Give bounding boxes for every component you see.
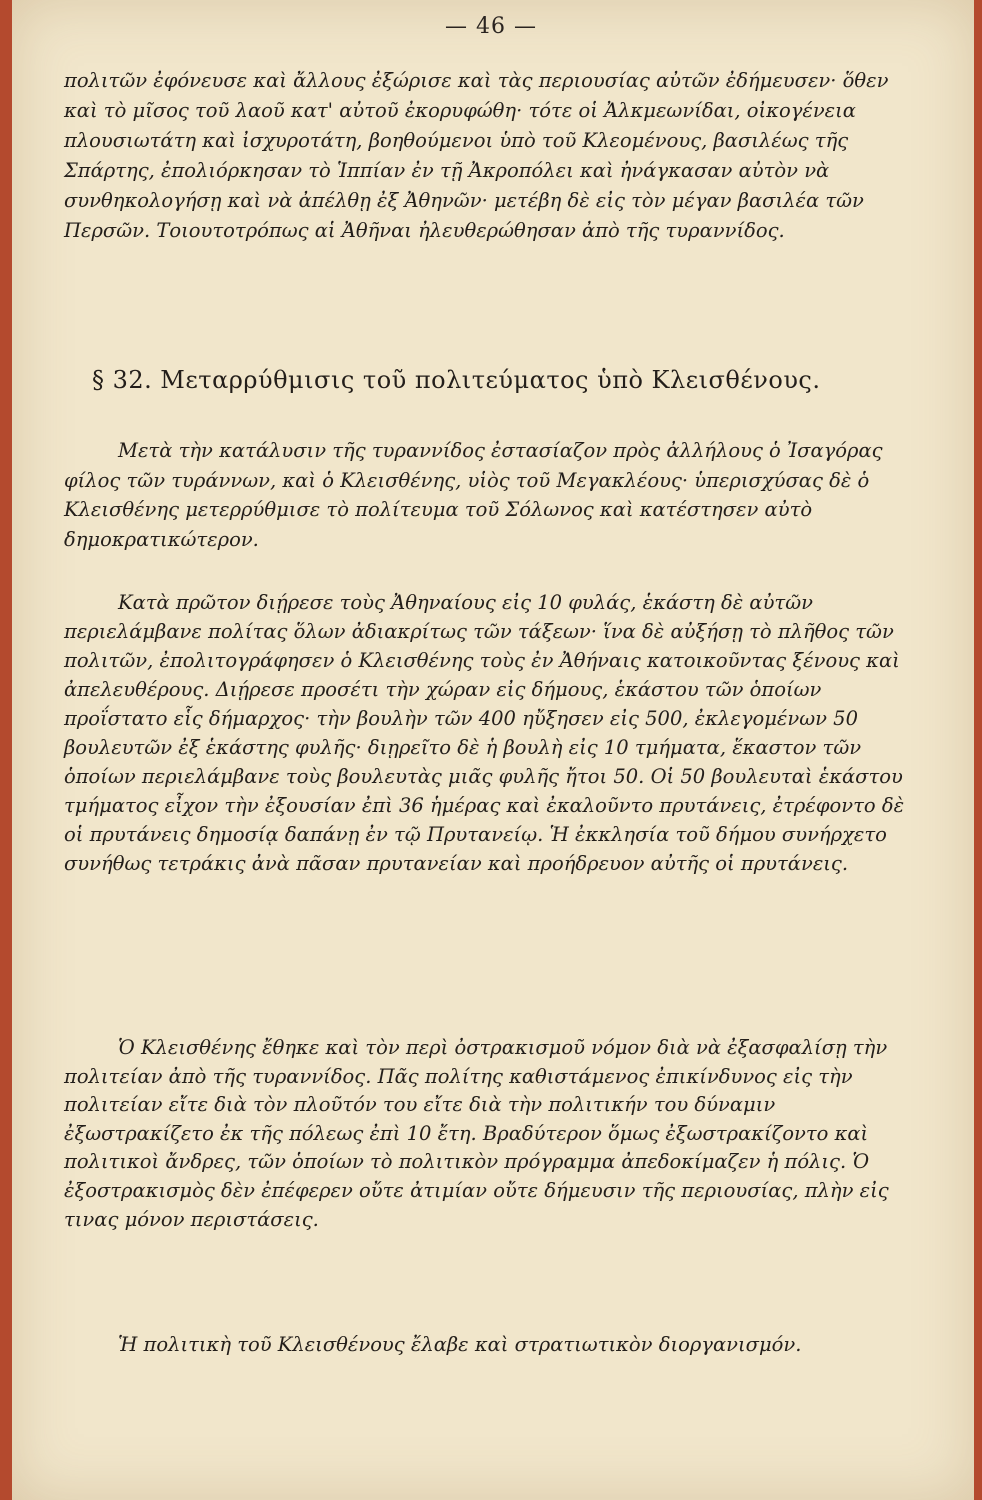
section-marker: § 32.: [92, 366, 153, 394]
paragraph-1: πολιτῶν ἐφόνευσε καὶ ἄλλους ἐξώρισε καὶ τὰς περιουσίας αὐτῶν ἐδήμευσεν· ὅθεν καὶ τὸ μῖσος τοῦ λαοῦ κατ' αὐτοῦ ἐκορυφώθη· τότε οἱ Ἀλκμεωνίδαι, οἰκογένεια πλουσιωτάτη καὶ ἰσχυροτάτη, βοηθούμενοι ὑπὸ τοῦ Κλεομένους, βασιλέως τῆς Σπάρτης, ἐπολιόρκησαν τὸ Ἱππίαν ἐν τῇ Ἀκροπόλει καὶ ἠνάγκασαν αὐτὸν νὰ συνθηκολογήσῃ καὶ νὰ ἀπέλθῃ ἐξ Ἀθηνῶν· μετέβη δὲ εἰς τὸν μέγαν βασιλέα τῶν Περσῶν. Τοιουτοτρόπως αἱ Ἀθῆναι ἠλευθερώθησαν ἀπὸ τῆς τυραννίδος.: [64, 69, 889, 242]
page-number: — 46 —: [445, 14, 537, 39]
section-title: Μεταρρύθμισις τοῦ πολιτεύματος ὑπὸ Κλεισθένους.: [160, 366, 821, 394]
paragraph-4: Ὁ Κλεισθένης ἔθηκε καὶ τὸν περὶ ὀστρακισμοῦ νόμον διὰ νὰ ἐξασφαλίσῃ τὴν πολιτείαν ἀπὸ τῆς τυραννίδος. Πᾶς πολίτης καθιστάμενος ἐπικίνδυνος εἰς τὴν πολιτείαν εἴτε διὰ τὸν πλοῦτόν του εἴτε διὰ τὴν πολιτικήν του δύναμιν ἐξωστρακίζετο ἐκ τῆς πόλεως ἐπὶ 10 ἔτη. Βραδύτερον ὅμως ἐξωστρακίζοντο καὶ πολιτικοὶ ἄνδρες, τῶν ὁποίων τὸ πολιτικὸν πρόγραμμα ἀπεδοκίμαζεν ἡ πόλις. Ὁ ἐξοστρακισμὸς δὲν ἐπέφερεν οὔτε ἀτιμίαν οὔτε δήμευσιν τῆς περιουσίας, πλὴν εἰς τινας μόνον περιστάσεις.: [64, 1036, 889, 1231]
paragraph-3: Κατὰ πρῶτον διῄρεσε τοὺς Ἀθηναίους εἰς 10 φυλάς, ἑκάστη δὲ αὐτῶν περιελάμβανε πολίτας ὅλων ἀδιακρίτως τῶν τάξεων· ἵνα δὲ αὐξήσῃ τὸ πλῆθος τῶν πολιτῶν, ἐπολιτογράφησεν ὁ Κλεισθένης τοὺς ἐν Ἀθήναις κατοικοῦντας ξένους καὶ ἀπελευθέρους. Διῄρεσε προσέτι τὴν χώραν εἰς δήμους, ἑκάστου τῶν ὁποίων προΐστατο εἷς δήμαρχος· τὴν βουλὴν τῶν 400 ηὔξησεν εἰς 500, ἐκλεγομένων 50 βουλευτῶν ἐξ ἑκάστης φυλῆς· διῃρεῖτο δὲ ἡ βουλὴ εἰς 10 τμήματα, ἕκαστον τῶν ὁποίων περιελάμβανε τοὺς βουλευτὰς μιᾶς φυλῆς ἤτοι 50. Οἱ 50 βουλευταὶ ἑκάστου τμήματος εἶχον τὴν ἐξουσίαν ἐπὶ 36 ἡμέρας καὶ ἐκαλοῦντο πρυτάνεις, ἐτρέφοντο δὲ οἱ πρυτάνεις δημοσίᾳ δαπάνῃ ἐν τῷ Πρυτανείῳ. Ἡ ἐκκλησία τοῦ δήμου συνήρχετο συνήθως τετράκις ἀνὰ πᾶσαν πρυτανείαν καὶ προήδρευον αὐτῆς οἱ πρυτάνεις.: [64, 591, 905, 875]
paragraph-2: Μετὰ τὴν κατάλυσιν τῆς τυραννίδος ἐστασίαζον πρὸς ἀλλήλους ὁ Ἰσαγόρας φίλος τῶν τυράννων, καὶ ὁ Κλεισθένης, υἱὸς τοῦ Μεγακλέους· ὑπερισχύσας δὲ ὁ Κλεισθένης μετερρύθμισε τὸ πολίτευμα τοῦ Σόλωνος καὶ κατέστησεν αὐτὸ δημοκρατικώτερον.: [64, 439, 883, 551]
section-heading: [92, 366, 922, 394]
paragraph-5: Ἡ πολιτικὴ τοῦ Κλεισθένους ἔλαβε καὶ στρατιωτικὸν διοργανισμόν.: [118, 1333, 802, 1356]
